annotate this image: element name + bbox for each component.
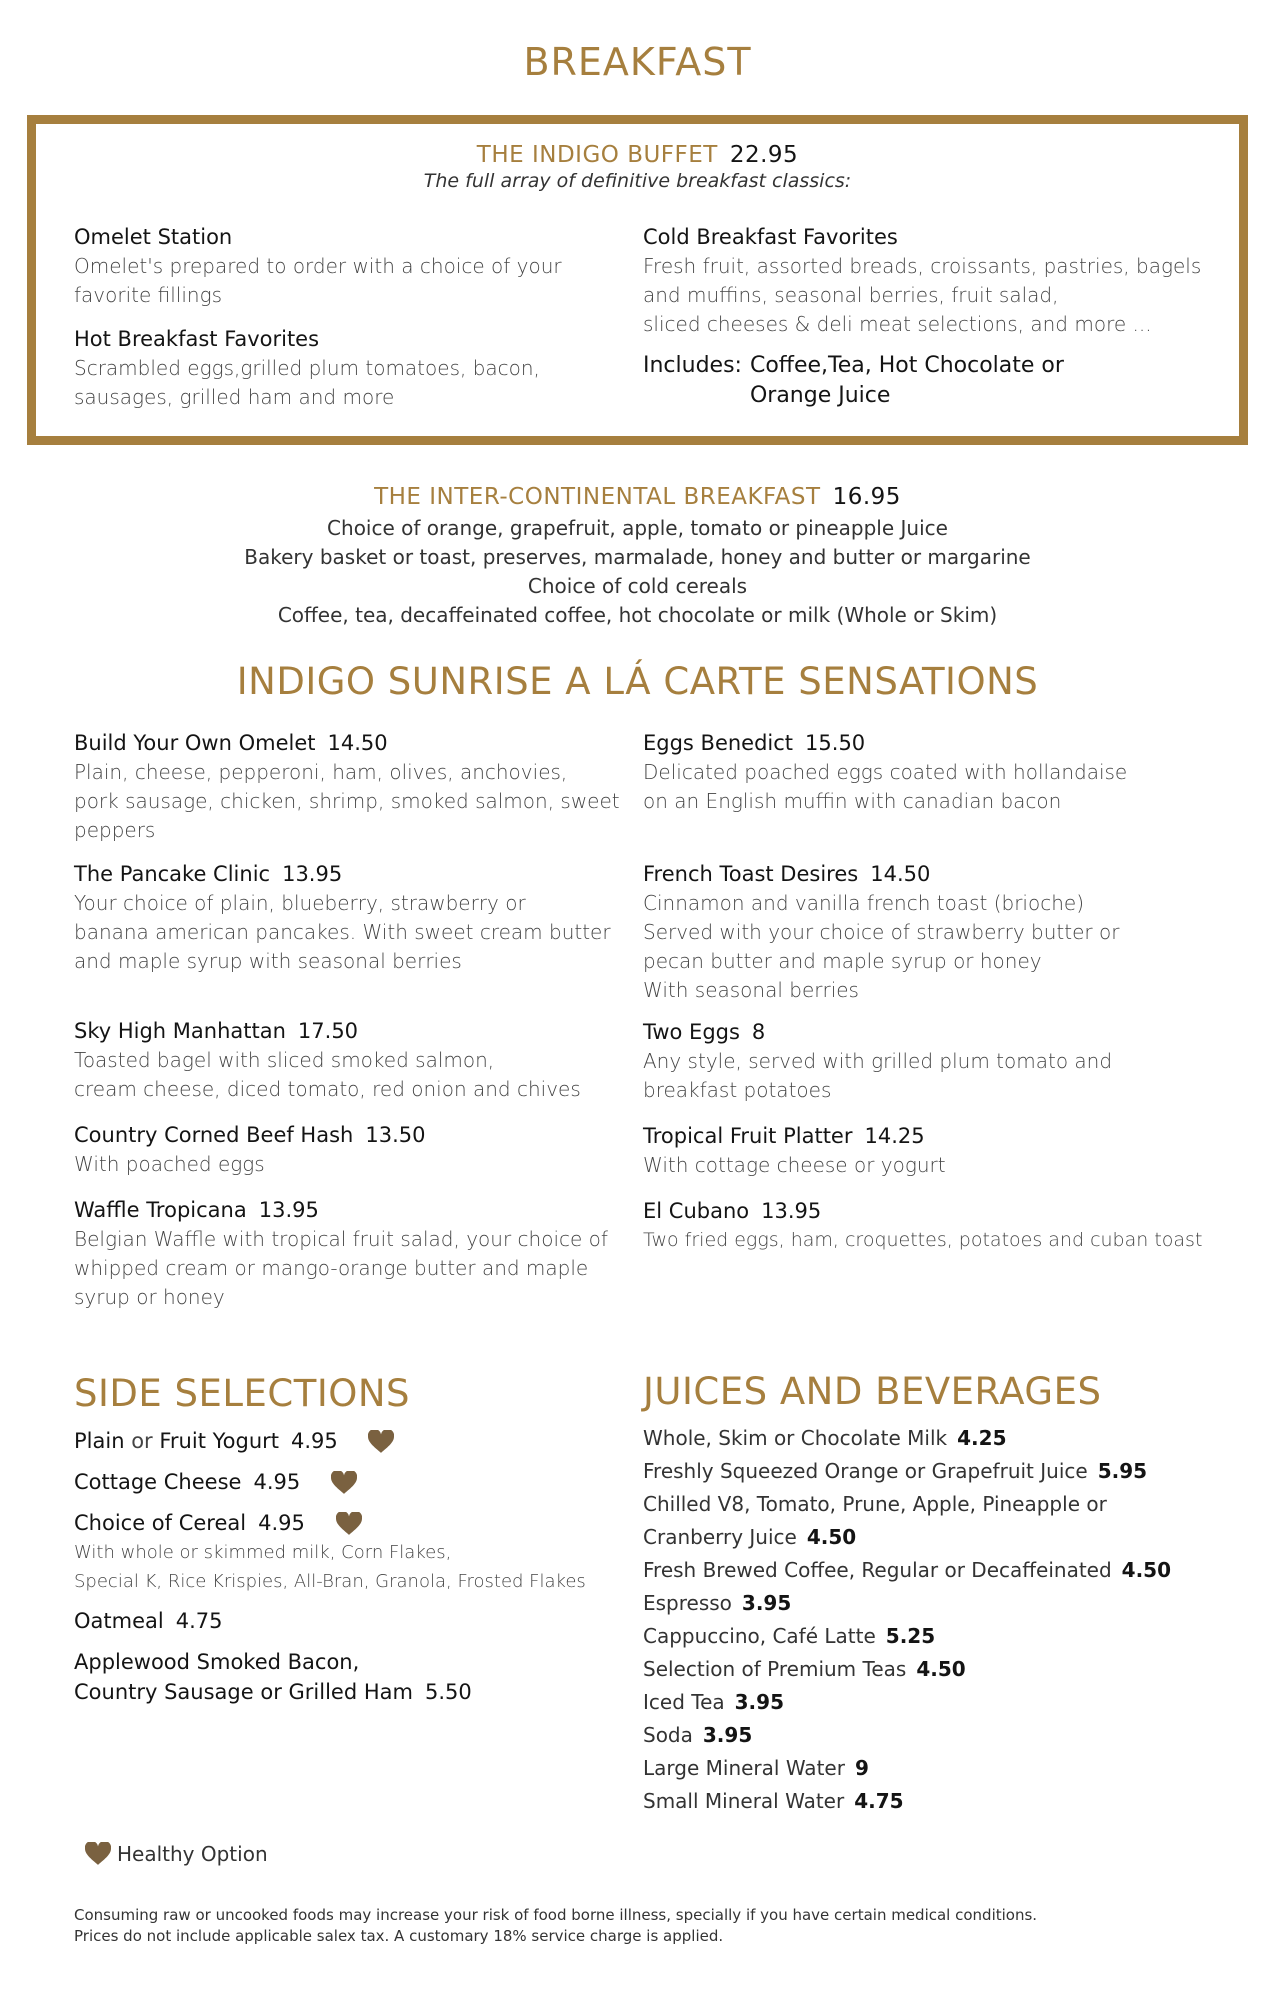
item-name: Chilled V8, Tomato, Prune, Apple, Pineapple or	[643, 1492, 1107, 1516]
item-price: 3.95	[734, 1690, 784, 1714]
includes-line: Coffee,Tea, Hot Chocolate or	[749, 353, 1064, 378]
item-price: 9	[854, 1756, 869, 1780]
buffet-section	[643, 222, 1223, 339]
item-desc: banana american pancakes. With sweet cream butter	[74, 920, 611, 944]
menu-item	[643, 1196, 1243, 1255]
continental-line: Choice of orange, grapefruit, apple, tomato or pineapple Juice	[327, 516, 948, 540]
item-name: Cottage Cheese	[74, 1470, 242, 1494]
item-price: 4.95	[291, 1429, 338, 1453]
item-price: 8	[751, 1020, 766, 1044]
item-price: 14.50	[870, 862, 931, 886]
beverage-item	[643, 1653, 1243, 1686]
side-selections	[74, 1372, 634, 1718]
item-name: Plain	[74, 1429, 125, 1453]
side-item	[74, 1606, 634, 1636]
side-item	[74, 1508, 634, 1538]
item-desc: breakfast potatoes	[643, 1078, 832, 1102]
item-name: Small Mineral Water	[643, 1789, 845, 1813]
item-desc: cream cheese, diced tomato, red onion and chives	[74, 1077, 581, 1101]
item-name: Freshly Squeezed Orange or Grapefruit Juice	[643, 1459, 1088, 1483]
item-name: Selection of Premium Teas	[643, 1657, 907, 1681]
item-desc: on an English muffin with canadian bacon	[643, 789, 1062, 813]
continental-section	[0, 482, 1275, 630]
healthy-option-legend	[85, 1842, 268, 1866]
menu-item	[643, 859, 1243, 1005]
buffet-section-desc: Fresh fruit, assorted breads, croissants, pastries, bagels	[643, 254, 1202, 278]
item-name: The Pancake Clinic	[74, 862, 271, 886]
item-desc: pecan butter and maple syrup or honey	[643, 949, 1042, 973]
sides-title: SIDE SELECTIONS	[74, 1372, 411, 1415]
includes-line: Orange Juice	[749, 383, 891, 408]
a-la-carte-left-column	[74, 728, 639, 1330]
item-price: 5.95	[1097, 1459, 1148, 1483]
item-price: 4.75	[854, 1789, 904, 1813]
item-desc: With poached eggs	[74, 1152, 265, 1176]
beverage-item	[643, 1488, 1243, 1554]
beverage-item	[643, 1620, 1243, 1653]
disclaimer-line: Consuming raw or uncooked foods may increase your risk of food borne illness, specially if you have certain medical conditions.	[74, 1906, 1038, 1924]
item-price: 5.25	[885, 1624, 936, 1648]
buffet-section-name: Hot Breakfast Favorites	[74, 327, 320, 351]
buffet-section-name: Omelet Station	[74, 225, 233, 249]
menu-item	[74, 1120, 639, 1179]
side-item	[74, 1426, 634, 1456]
item-desc: Delicated poached eggs coated with hollandaise	[643, 760, 1128, 784]
item-name: Tropical Fruit Platter	[643, 1124, 853, 1148]
item-desc: Special K, Rice Krispies, All-Bran, Granola, Frosted Flakes	[74, 1571, 586, 1592]
item-name: Cappuccino, Café Latte	[643, 1624, 876, 1648]
buffet-name: THE INDIGO BUFFET	[476, 142, 718, 168]
item-desc: With seasonal berries	[643, 978, 859, 1002]
buffet-section-desc: Scrambled eggs,grilled plum tomatoes, bacon,	[74, 356, 540, 380]
item-desc: Two fried eggs, ham, croquettes, potatoes and cuban toast	[643, 1229, 1203, 1251]
beverage-item	[643, 1455, 1243, 1488]
buffet-section-desc: Omelet's prepared to order with a choice of your	[74, 254, 562, 278]
side-item	[74, 1647, 634, 1707]
menu-item	[74, 728, 639, 845]
item-desc: Served with your choice of strawberry butter or	[643, 920, 1120, 944]
a-la-carte-right-column	[643, 728, 1243, 1273]
item-name: El Cubano	[643, 1199, 750, 1223]
a-la-carte-title: INDIGO SUNRISE A LÁ CARTE SENSATIONS	[236, 660, 1039, 703]
item-price: 14.50	[327, 731, 388, 755]
menu-item	[643, 1017, 1243, 1105]
item-name: Iced Tea	[643, 1690, 725, 1714]
item-name: Build Your Own Omelet	[74, 731, 316, 755]
item-desc: syrup or honey	[74, 1285, 225, 1309]
item-price: 4.75	[175, 1609, 223, 1633]
item-desc: Plain, cheese, pepperoni, ham, olives, anchovies,	[74, 760, 568, 784]
side-item	[74, 1467, 634, 1497]
item-desc: whipped cream or mango-orange butter and maple	[74, 1256, 589, 1280]
item-price: 14.25	[864, 1124, 925, 1148]
heart-icon	[336, 1512, 362, 1536]
continental-line: Bakery basket or toast, preserves, marmalade, honey and butter or margarine	[244, 545, 1031, 569]
buffet-left-column	[74, 222, 639, 430]
beverage-item	[643, 1752, 1243, 1785]
buffet-subtitle: The full array of definitive breakfast classics:	[423, 170, 852, 192]
item-price: 4.50	[916, 1657, 966, 1681]
includes-value	[750, 351, 1064, 411]
item-name: Cranberry Juice	[643, 1525, 797, 1549]
item-name: Two Eggs	[643, 1020, 740, 1044]
buffet-header	[36, 142, 1239, 192]
beverages-title: JUICES AND BEVERAGES	[643, 1370, 1102, 1413]
menu-item	[643, 1121, 1243, 1180]
menu-item	[74, 859, 639, 976]
item-name: Eggs Benedict	[643, 731, 794, 755]
buffet-section-desc: sausages, grilled ham and more	[74, 385, 395, 409]
item-desc: pork sausage, chicken, shrimp, smoked salmon, sweet	[74, 789, 620, 813]
beverage-item	[643, 1719, 1243, 1752]
item-price: 3.95	[741, 1591, 792, 1615]
item-desc: With whole or skimmed milk, Corn Flakes,	[74, 1542, 452, 1563]
item-price: 3.95	[702, 1723, 753, 1747]
buffet-section-desc: favorite fillings	[74, 283, 223, 307]
item-desc: Toasted bagel with sliced smoked salmon,	[74, 1048, 495, 1072]
item-desc: Your choice of plain, blueberry, strawberry or	[74, 891, 526, 915]
item-price: 4.50	[806, 1525, 857, 1549]
buffet-section-name: Cold Breakfast Favorites	[643, 225, 898, 249]
item-price: 13.95	[761, 1199, 822, 1223]
buffet-section	[74, 222, 639, 310]
beverage-item	[643, 1587, 1243, 1620]
buffet-section-desc: and muffins, seasonal berries, fruit salad,	[643, 283, 1059, 307]
item-name: French Toast Desires	[643, 862, 859, 886]
continental-line: Coffee, tea, decaffeinated coffee, hot chocolate or milk (Whole or Skim)	[277, 603, 998, 627]
disclaimer-line: Prices do not include applicable salex tax. A customary 18% service charge is applied.	[74, 1927, 724, 1945]
item-price: 5.50	[424, 1680, 472, 1704]
item-name: Oatmeal	[74, 1609, 164, 1633]
item-price: 17.50	[297, 1019, 359, 1043]
heart-icon	[368, 1430, 394, 1454]
heart-icon	[85, 1842, 111, 1866]
item-name-or: or	[131, 1429, 153, 1453]
item-name: Fruit Yogurt	[159, 1429, 280, 1453]
item-name: Espresso	[643, 1591, 732, 1615]
beverage-item	[643, 1422, 1243, 1455]
continental-name: THE INTER-CONTINENTAL BREAKFAST	[374, 484, 821, 510]
item-name: Country Corned Beef Hash	[74, 1123, 354, 1147]
buffet-section-desc: sliced cheeses & deli meat selections, and more ...	[643, 312, 1152, 336]
beverage-item	[643, 1554, 1243, 1587]
beverage-item	[643, 1686, 1243, 1719]
page-title: BREAKFAST	[523, 40, 752, 84]
item-price: 4.25	[957, 1426, 1007, 1450]
item-desc: and maple syrup with seasonal berries	[74, 949, 462, 973]
item-name: Waffle Tropicana	[74, 1198, 247, 1222]
menu-item	[643, 728, 1243, 816]
item-desc: Cinnamon and vanilla french toast (brioche)	[643, 891, 1084, 915]
menu-item	[74, 1016, 639, 1104]
continental-line: Choice of cold cereals	[527, 574, 748, 598]
item-price: 13.95	[282, 862, 343, 886]
continental-price: 16.95	[832, 484, 901, 510]
beverage-item	[643, 1785, 1243, 1818]
item-name: Whole, Skim or Chocolate Milk	[643, 1426, 948, 1450]
includes-label: Includes:	[643, 353, 742, 378]
heart-icon	[331, 1471, 357, 1495]
item-price: 4.95	[253, 1470, 301, 1494]
item-price: 13.95	[258, 1198, 319, 1222]
item-desc: Belgian Waffle with tropical fruit salad, your choice of	[74, 1227, 608, 1251]
buffet-price: 22.95	[729, 142, 799, 168]
item-desc: peppers	[74, 818, 156, 842]
item-desc: With cottage cheese or yogurt	[643, 1153, 946, 1177]
juices-and-beverages	[643, 1370, 1243, 1818]
item-price: 4.50	[1121, 1558, 1172, 1582]
item-name: Applewood Smoked Bacon,	[74, 1650, 360, 1674]
item-name: Choice of Cereal	[74, 1511, 247, 1535]
item-name: Country Sausage or Grilled Ham	[74, 1680, 413, 1704]
item-price: 13.50	[365, 1123, 426, 1147]
item-name: Sky High Manhattan	[74, 1019, 286, 1043]
buffet-right-column	[643, 222, 1223, 411]
buffet-includes	[643, 351, 1223, 411]
item-name: Fresh Brewed Coffee, Regular or Decaffeinated	[643, 1558, 1112, 1582]
item-name: Soda	[643, 1723, 693, 1747]
item-desc: Any style, served with grilled plum tomato and	[643, 1049, 1113, 1073]
footer-disclaimer	[74, 1905, 1254, 1947]
item-name: Large Mineral Water	[643, 1756, 845, 1780]
item-price: 4.95	[258, 1511, 305, 1535]
legend-label: Healthy Option	[117, 1842, 268, 1866]
item-price: 15.50	[805, 731, 866, 755]
menu-item	[74, 1195, 639, 1312]
buffet-section	[74, 324, 639, 412]
